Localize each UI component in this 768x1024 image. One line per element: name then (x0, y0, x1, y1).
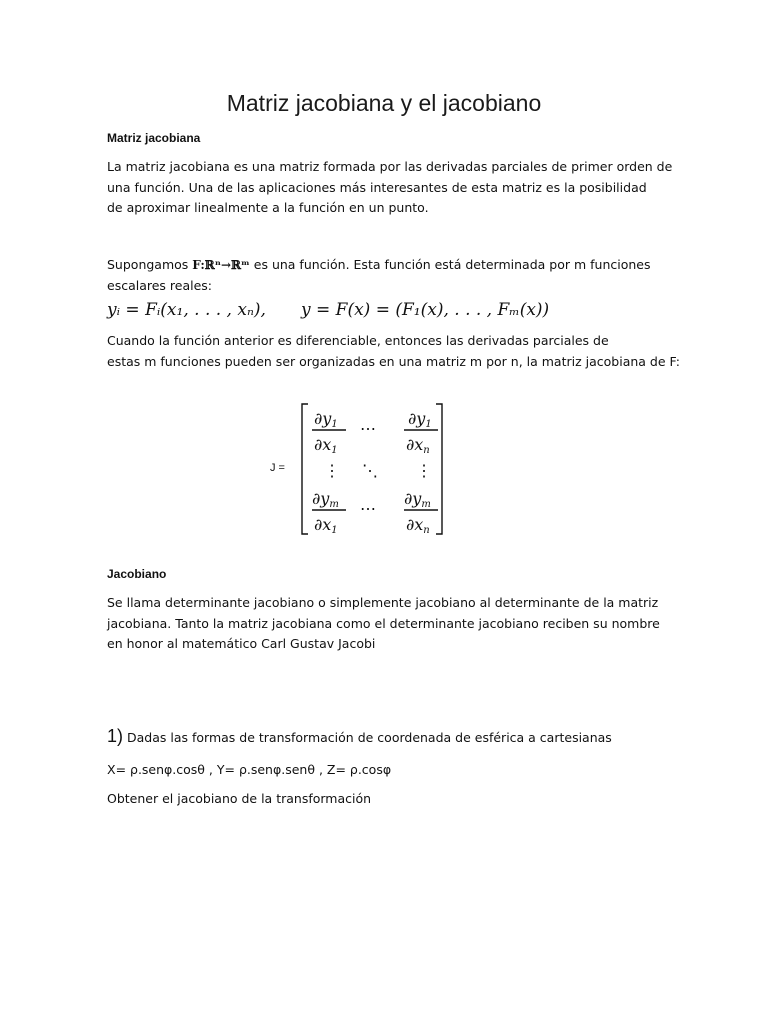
jacobiano-line-2: jacobiana. Tanto la matriz jacobiana como el determinante jacobiano reciben su nombre (107, 615, 660, 631)
suppose-line-2: escalares reales: (107, 277, 213, 293)
task-line: Obtener el jacobiano de la transformación (107, 791, 372, 806)
exercise-text: Dadas las formas de transformación de coordenada de esférica a cartesianas (127, 730, 612, 745)
ddots-center: ⋱ (362, 461, 378, 480)
intro-line-2: una función. Una de las aplicaciones más interesantes de esta matriz es la posibilidad (107, 179, 647, 195)
intro-line-3: de aproximar linealmente a la función en un punto. (107, 200, 429, 215)
jacobiano-paragraph (107, 593, 687, 655)
page-title: Matriz jacobiana y el jacobiano (226, 90, 542, 116)
vdots-left: ⋮ (324, 461, 340, 480)
jacobian-matrix (296, 398, 456, 538)
diff-line-2: estas m funciones pueden ser organizadas en una matriz m por n, la matriz jacobiana de F: (107, 353, 680, 369)
function-map: F:ℝⁿ→ℝᵐ (192, 258, 250, 272)
formulas-line: X= ρ.senφ.cosθ , Y= ρ.senφ.senθ , Z= ρ.cosφ (107, 762, 392, 777)
section-heading-matriz: Matriz jacobiana (107, 131, 201, 145)
exercise-number: 1) (107, 726, 124, 746)
den-dx1-b: ∂x1 (314, 515, 338, 536)
vdots-right: ⋮ (416, 461, 432, 480)
equation-row (107, 298, 667, 328)
hdots-bottom: ⋯ (360, 499, 376, 518)
differentiable-paragraph (107, 331, 687, 372)
exercise-task (107, 789, 687, 810)
diff-line-1: Cuando la función anterior es diferenciable, entonces las derivadas parciales de (107, 333, 609, 348)
jacobiano-line-3: en honor al matemático Carl Gustav Jacobi (107, 636, 376, 651)
hdots-top: ⋯ (360, 419, 376, 438)
jacobiano-line-1: Se llama determinante jacobiano o simplemente jacobiano al determinante de la matriz (107, 595, 659, 610)
den-dxn-b: ∂xn (406, 515, 430, 536)
section-heading-jacobiano: Jacobiano (107, 567, 167, 581)
equation-vector: y = F(x) = (F₁(x), . . . , Fₘ(x)) (301, 300, 550, 320)
intro-paragraph (107, 157, 687, 219)
num-dym-b: ∂ym (404, 489, 431, 510)
right-bracket (436, 404, 442, 534)
num-dym-a: ∂ym (312, 489, 339, 510)
suppose-paragraph (107, 255, 687, 296)
den-dxn-a: ∂xn (406, 435, 430, 456)
num-dy1-a: ∂y1 (314, 409, 338, 430)
equation-components: yᵢ = Fᵢ(x₁, . . . , xₙ), (107, 300, 266, 320)
num-dy1-b: ∂y1 (408, 409, 432, 430)
exercise-statement (107, 726, 687, 749)
exercise-formulas (107, 760, 687, 781)
left-bracket (302, 404, 308, 534)
suppose-prefix: Supongamos (107, 257, 189, 272)
den-dx1-a: ∂x1 (314, 435, 338, 456)
intro-line-1: La matriz jacobiana es una matriz formada por las derivadas parciales de primer orden de (107, 159, 673, 174)
matrix-label: J = (270, 462, 285, 474)
suppose-suffix: es una función. Esta función está determinada por m funciones (253, 257, 651, 272)
